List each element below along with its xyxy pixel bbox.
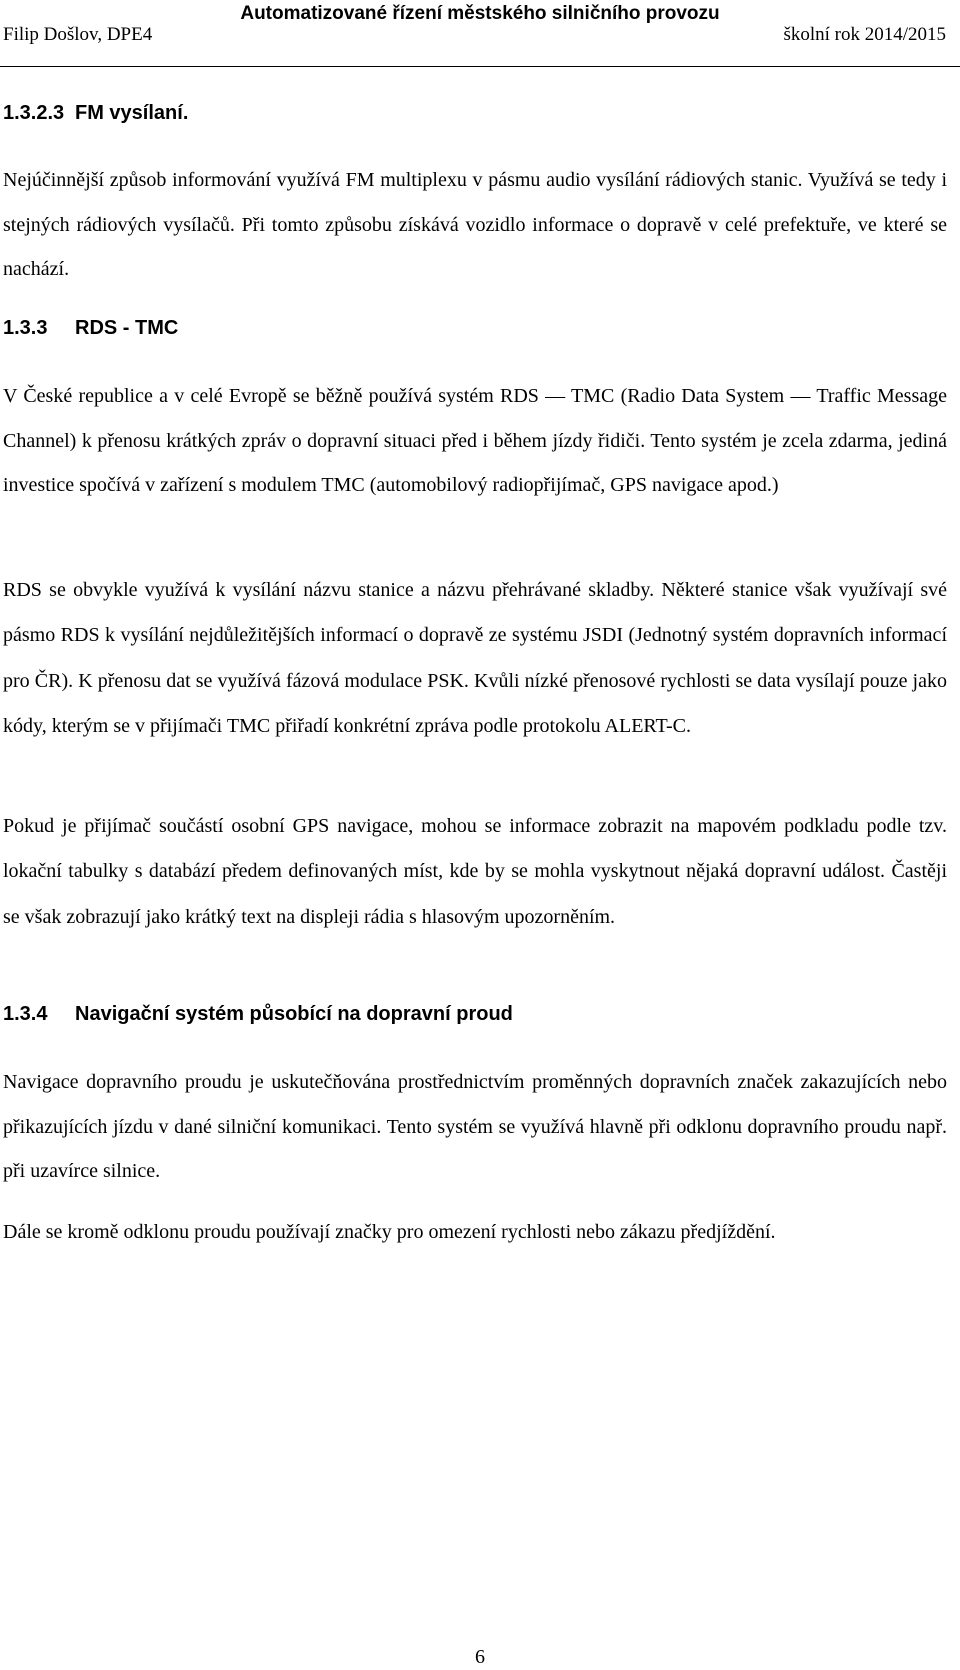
section-number: 1.3.4 [3, 1003, 48, 1025]
header-title: Automatizované řízení městského silničního provozu [240, 3, 720, 24]
paragraph-rds-1: V České republice a v celé Evropě se běžně používá systém RDS — TMC (Radio Data System — Traffic Message Channel) k přenosu krátkých zpráv o dopravní situaci před i během jízdy řidiči. Tento systém je zcela zdarma, jediná investice spočívá v zařízení s modulem TMC (automobilový radiopřijímač, GPS navigace apod.) [3, 385, 947, 496]
section-number: 1.3.2.3 [3, 102, 65, 124]
header-author: Filip Došlov, DPE4 [3, 24, 153, 45]
header-school-year: školní rok 2014/2015 [783, 24, 946, 45]
paragraph-nav-1: Navigace dopravního proudu je uskutečňována prostřednictvím proměnných dopravních značek zakazujících nebo přikazujících jízdu v dané silniční komunikaci. Tento systém se využívá hlavně při odklonu dopravního proudu např. při uzavírce silnice. [3, 1071, 947, 1182]
paragraph-fm-1: Nejúčinnější způsob informování využívá FM multiplexu v pásmu audio vysílání rádiových stanic. Využívá se tedy i stejných rádiových vysílačů. Při tomto způsobu získává vozidlo informace o dopravě v celé prefektuře, ve které se nachází. [3, 169, 947, 280]
section-heading-fm [3, 100, 947, 126]
paragraph-rds-2: RDS se obvykle využívá k vysílání názvu stanice a názvu přehrávané skladby. Některé stanice však využívají své pásmo RDS k vysílání nejdůležitějších informací o dopravě ze systému JSDI (Jednotný systém dopravních informací pro ČR). K přenosu dat se využívá fázová modulace PSK. Kvůli nízké přenosové rychlosti se data vysílají pouze jako kódy, kterým se v přijímači TMC přiřadí konkrétní zpráva podle protokolu ALERT-C. [3, 579, 947, 737]
page-number: 6 [475, 1646, 485, 1668]
section-heading-nav [3, 1001, 947, 1027]
header-divider [0, 66, 960, 67]
section-heading-rds [3, 315, 947, 341]
section-number: 1.3.3 [3, 317, 48, 339]
section-title: RDS - TMC [75, 317, 179, 339]
section-title: FM vysílaní. [75, 102, 189, 124]
page-header [0, 0, 960, 68]
section-title: Navigační systém působící na dopravní proud [75, 1003, 513, 1025]
paragraph-rds-3: Pokud je přijímač součástí osobní GPS navigace, mohou se informace zobrazit na mapovém podkladu podle tzv. lokační tabulky s databází předem definovaných míst, kde by se mohla vyskytnout nějaká dopravní událost. Častěji se však zobrazují jako krátký text na displeji rádia s hlasovým upozorněním. [3, 815, 947, 928]
paragraph-nav-2: Dále se kromě odklonu proudu používají značky pro omezení rychlosti nebo zákazu předjíždění. [3, 1221, 776, 1243]
